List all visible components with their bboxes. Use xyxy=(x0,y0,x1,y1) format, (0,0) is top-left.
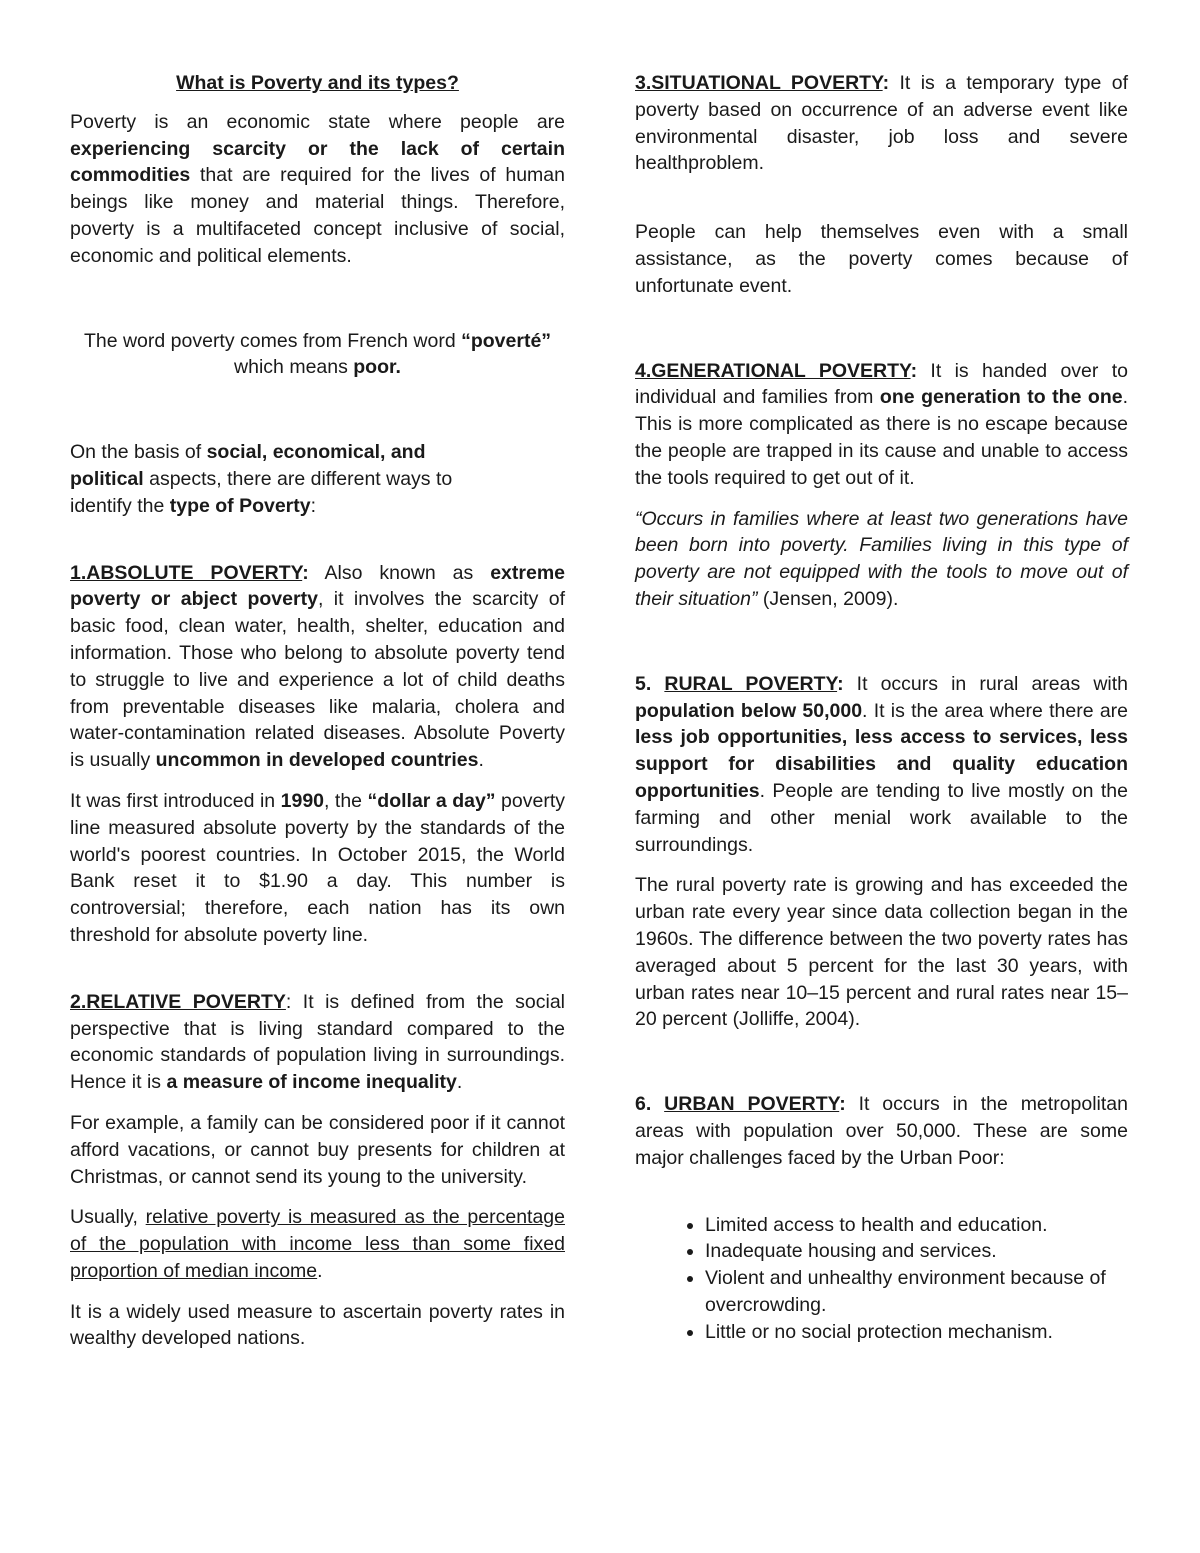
widely-used-paragraph: It is a widely used measure to ascertain poverty rates in wealthy developed nations. xyxy=(70,1300,565,1350)
basis-paragraph: On the basis of social, economical, and political aspects, there are different ways to identify the type of Poverty: xyxy=(70,441,453,517)
absolute-poverty-heading: 1.ABSOLUTE POVERTY xyxy=(70,561,303,584)
list-item: • Little or no social protection mechanism. xyxy=(705,1319,1128,1346)
example-paragraph: For example, a family can be considered poor if it cannot afford vacations, or cannot buy presents for children at Christmas, or cannot send its young to the university. xyxy=(70,1111,565,1188)
situational-poverty-section: 3.SITUATIONAL POVERTY: It is a temporary type of poverty based on occurrence of an adverse event like environmental disaster, job loss and severe healthproblem. xyxy=(635,72,1128,175)
rural-poverty-heading: RURAL POVERTY xyxy=(664,672,838,695)
right-column xyxy=(635,70,1128,1345)
list-item: • Violent and unhealthy environment because of overcrowding. xyxy=(705,1265,1128,1319)
relative-poverty-heading: 2.RELATIVE POVERTY xyxy=(70,990,286,1013)
rural-poverty-section: 5. RURAL POVERTY: It occurs in rural areas with population below 50,000. It is the area where there are less job opportunities, less access to services, less support for disabilities and quality education opportunities. People are tending to live mostly on the farming and other menial work available to the surroundings. xyxy=(635,672,1129,856)
relative-measure-paragraph: Usually, relative poverty is measured as the percentage of the population with income less than some fixed proportion of median income. xyxy=(70,1206,565,1282)
dollar-a-day-paragraph: It was first introduced in 1990, the “dollar a day” poverty line measured absolute poverty by the standards of the world's poorest countries. In October 2015, the World Bank reset it to $1.90 a day. This number is controversial; therefore, each nation has its own threshold for absolute poverty line. xyxy=(70,789,565,946)
generational-poverty-section: 4.GENERATIONAL POVERTY: It is handed over to individual and families from one generation to the one. This is more complicated as there is no escape because the people are trapped in its cause and unable to access the tools required to get out of it. xyxy=(635,359,1128,489)
urban-poverty-heading: URBAN POVERTY xyxy=(664,1093,840,1116)
situational-poverty-heading: 3.SITUATIONAL POVERTY xyxy=(635,72,883,94)
intro-paragraph: Poverty is an economic state where people are experiencing scarcity or the lack of certain commodities that are required for the lives of human beings like money and material things. Therefore, poverty is a multifaceted concept inclusive of social, economic and political elements. xyxy=(70,110,565,267)
urban-poverty-section: 6. URBAN POVERTY: It occurs in the metropolitan areas with population over 50,000. These are some major challenges faced by the Urban Poor: xyxy=(635,1093,1128,1169)
rural-rate-paragraph: The rural poverty rate is growing and has exceeded the urban rate every year since data collection began in the 1960s. The difference between the two poverty rates has averaged about 5 percent for the last 30 years, with urban rates near 10–15 percent and rural rates near 15–20 percent (Jolliffe, 2004). xyxy=(635,874,1128,1031)
help-paragraph: People can help themselves even with a small assistance, as the poverty comes because of unfortunate event. xyxy=(635,221,1128,297)
generational-poverty-heading: 4.GENERATIONAL POVERTY xyxy=(635,359,911,382)
urban-challenges-list xyxy=(635,1212,1128,1346)
page-title: What is Poverty and its types? xyxy=(176,72,459,94)
etymology-paragraph: The word poverty comes from French word “poverté” which means poor. xyxy=(83,329,552,379)
list-item: • Inadequate housing and services. xyxy=(705,1238,1128,1265)
relative-poverty-section: 2.RELATIVE POVERTY: It is defined from the social perspective that is living standard compared to the economic standards of population living in surroundings. Hence it is a measure of income inequality. xyxy=(70,990,565,1094)
list-item: • Limited access to health and education. xyxy=(705,1212,1128,1239)
absolute-poverty-section: 1.ABSOLUTE POVERTY: Also known as extreme poverty or abject poverty, it involves the scarcity of basic food, clean water, health, shelter, education and information. Those who belong to absolute poverty tend to struggle to live and experience a lot of child deaths from preventable diseases like malaria, cholera and water-contamination related diseases. Absolute Poverty is usually uncommon in developed countries. xyxy=(70,561,566,772)
jensen-quote: “Occurs in families where at least two generations have been born into poverty. Families living in this type of poverty are not equipped with the tools to move out of their situation” (Jensen, 2009). xyxy=(635,507,1128,610)
left-column xyxy=(70,70,565,1352)
